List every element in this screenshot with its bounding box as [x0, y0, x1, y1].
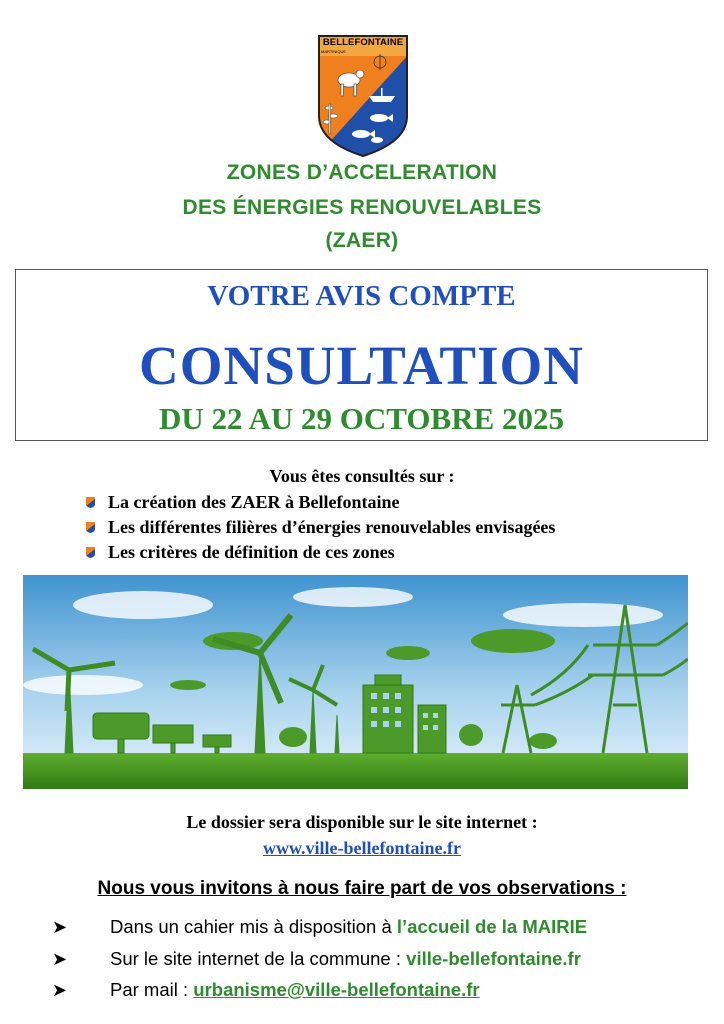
list-item — [86, 515, 555, 540]
observation-prefix: Par mail : — [110, 979, 194, 1000]
observation-highlight[interactable]: ville-bellefontaine.fr — [406, 948, 581, 969]
title-line-3: (ZAER) — [325, 229, 399, 252]
consultation-intro: Vous êtes consultés sur : — [269, 466, 455, 486]
list-item — [86, 490, 555, 515]
email-link[interactable]: urbanisme@ville-bellefontaine.fr — [193, 979, 480, 1000]
arrow-bullet-icon: ➤ — [52, 979, 68, 1000]
crest-name: BELLEFONTAINE — [322, 37, 404, 48]
consultation-banner — [15, 269, 708, 441]
observation-prefix: Dans un cahier mis à disposition à — [110, 916, 397, 937]
title-line-1: ZONES D’ACCELERATION — [226, 161, 498, 184]
arrow-bullet-icon: ➤ — [52, 948, 68, 969]
observation-item — [52, 946, 581, 972]
bellefontaine-crest-logo — [317, 34, 409, 158]
dossier-text: Le dossier sera disponible sur le site internet : — [186, 812, 538, 832]
website-link[interactable]: www.ville-bellefontaine.fr — [263, 838, 461, 858]
consultation-list — [86, 490, 555, 565]
mini-crest-icon — [86, 547, 95, 558]
observation-highlight: l’accueil de la MAIRIE — [396, 916, 588, 937]
mini-crest-icon — [86, 522, 95, 533]
green-energy-illustration — [23, 575, 688, 789]
arrow-bullet-icon: ➤ — [52, 916, 68, 937]
mini-crest-icon — [86, 497, 95, 508]
banner-dates: DU 22 AU 29 OCTOBRE 2025 — [158, 401, 565, 436]
list-item-text: Les différentes filières d’énergies renouvelables envisagées — [108, 517, 556, 537]
list-item — [86, 540, 555, 565]
list-item-text: La création des ZAER à Bellefontaine — [108, 492, 400, 512]
crest-subname: MARTINIQUE — [321, 49, 347, 54]
observations-heading: Nous vous invitons à nous faire part de vos observations : — [97, 878, 627, 899]
banner-heading: CONSULTATION — [139, 335, 584, 396]
observation-item — [52, 914, 587, 940]
title-line-2: DES ÉNERGIES RENOUVELABLES — [182, 196, 542, 219]
banner-tagline: VOTRE AVIS COMPTE — [207, 280, 516, 312]
observation-item — [52, 977, 480, 1003]
observation-prefix: Sur le site internet de la commune : — [110, 948, 407, 969]
list-item-text: Les critères de définition de ces zones — [108, 542, 395, 562]
